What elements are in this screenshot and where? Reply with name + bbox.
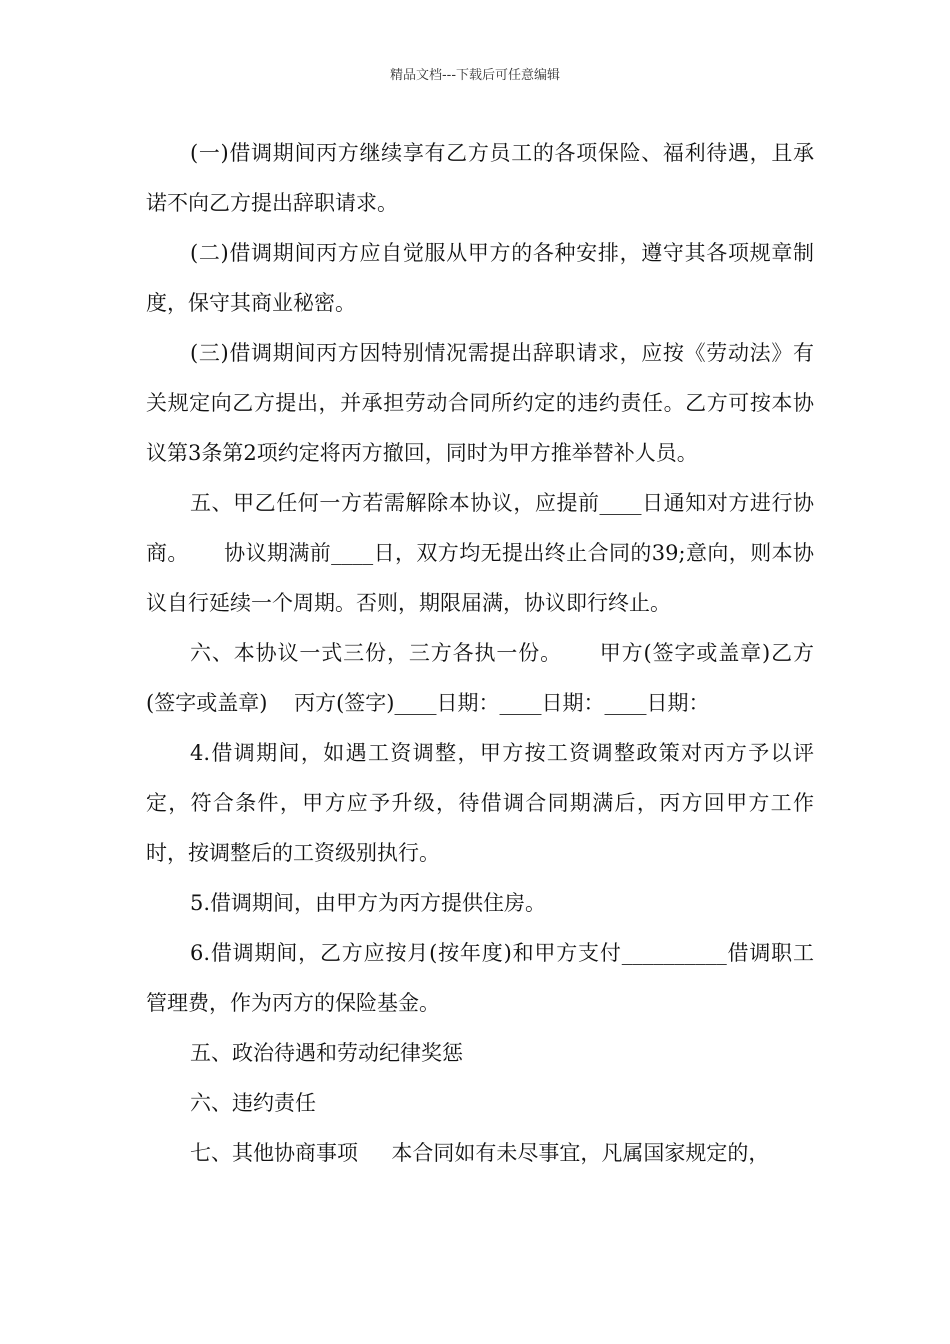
paragraph-1: (一)借调期间丙方继续享有乙方员工的各项保险、福利待遇，且承诺不向乙方提出辞职请求。 <box>146 141 814 215</box>
paragraph-9: 五、政治待遇和劳动纪律奖惩 <box>190 1041 463 1065</box>
paragraph-3: (三)借调期间丙方因特别情况需提出辞职请求，应按《劳动法》有关规定向乙方提出，并承担劳动合同所约定的违约责任。乙方可按本协议第3条第2项约定将丙方撤回，同时为甲方推举替补人员。 <box>146 341 814 465</box>
paragraph-7: 5.借调期间，由甲方为丙方提供住房。 <box>190 891 547 915</box>
paragraph-8: 6.借调期间，乙方应按月(按年度)和甲方支付__________借调职工管理费，作为丙方的保险基金。 <box>146 941 814 1015</box>
page-header: 精品文档---下载后可任意编辑 <box>389 68 561 83</box>
paragraph-10: 六、违约责任 <box>190 1091 316 1115</box>
document-body <box>146 128 814 1178</box>
paragraph-11: 七、其他协商事项 本合同如有未尽事宜，凡属国家规定的， <box>190 1141 770 1165</box>
paragraph-5: 六、本协议一式三份，三方各执一份。 甲方(签字或盖章)乙方(签字或盖章) 丙方(签字)____日期：____日期：____日期： <box>146 641 814 715</box>
paragraph-4: 五、甲乙任何一方若需解除本协议，应提前____日通知对方进行协商。 协议期满前____日，双方均无提出终止合同的39;意向，则本协议自行延续一个周期。否则，期限届满，协议即行终止。 <box>146 491 814 615</box>
paragraph-2: (二)借调期间丙方应自觉服从甲方的各种安排，遵守其各项规章制度，保守其商业秘密。 <box>146 241 814 315</box>
paragraph-6: 4.借调期间，如遇工资调整，甲方按工资调整政策对丙方予以评定，符合条件，甲方应予升级，待借调合同期满后，丙方回甲方工作时，按调整后的工资级别执行。 <box>146 741 814 865</box>
